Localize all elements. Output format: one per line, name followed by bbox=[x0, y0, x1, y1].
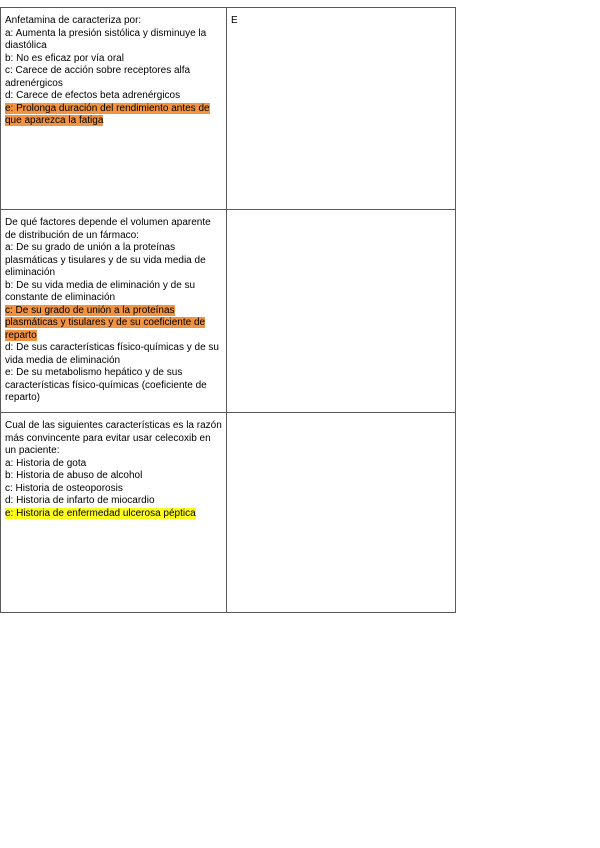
option-b: b: De su vida media de eliminación y de su constante de eliminación bbox=[5, 279, 196, 303]
option-e-highlighted: e: Historia de enfermedad ulcerosa péptica bbox=[5, 507, 196, 519]
option-c-highlighted: c: De su grado de unión a la proteínas plasmáticas y tisulares y de su coeficiente de reparto bbox=[5, 304, 206, 341]
question-cell-1 bbox=[1, 8, 227, 210]
option-c: c: Carece de acción sobre receptores alfa adrenérgicos bbox=[5, 65, 191, 89]
option-a: a: Aumenta la presión sistólica y disminuye la diastólica bbox=[5, 27, 207, 51]
option-b: b: No es eficaz por vía oral bbox=[5, 52, 124, 64]
option-a: a: De su grado de unión a la proteínas plasmáticas y tisulares y de su vida media de eliminación bbox=[5, 242, 206, 278]
option-b: b: Historia de abuso de alcohol bbox=[5, 470, 143, 481]
question-row-2 bbox=[1, 210, 456, 413]
answer-text: E bbox=[231, 15, 238, 26]
question-stem: Cual de las siguientes características es la razón más convincente para evitar usar celecoxib en un paciente: bbox=[5, 420, 222, 456]
option-a: a: Historia de gota bbox=[5, 457, 87, 469]
answer-cell-1 bbox=[227, 8, 456, 210]
option-d: d: De sus características físico-químicas y de su vida media de eliminación bbox=[5, 342, 219, 366]
option-e-highlighted: e: Prolonga duración del rendimiento antes de que aparezca la fatiga bbox=[5, 102, 210, 126]
quiz-table bbox=[0, 7, 456, 613]
option-d: d: Carece de efectos beta adrenérgicos bbox=[5, 90, 181, 101]
question-cell-3 bbox=[1, 413, 227, 613]
answer-cell-3 bbox=[227, 413, 456, 613]
question-cell-2 bbox=[1, 210, 227, 413]
option-e: e: De su metabolismo hepático y de sus características físico-químicas (coeficiente de reparto) bbox=[5, 367, 207, 403]
question-stem: Anfetamina de caracteriza por: bbox=[5, 15, 142, 26]
answer-cell-2 bbox=[227, 210, 456, 413]
question-row-3 bbox=[1, 413, 456, 613]
question-row-1 bbox=[1, 8, 456, 210]
question-stem: De qué factores depende el volumen aparente de distribución de un fármaco: bbox=[5, 217, 211, 241]
option-d: d: Historia de infarto de miocardio bbox=[5, 495, 155, 506]
option-c: c: Historia de osteoporosis bbox=[5, 482, 123, 494]
